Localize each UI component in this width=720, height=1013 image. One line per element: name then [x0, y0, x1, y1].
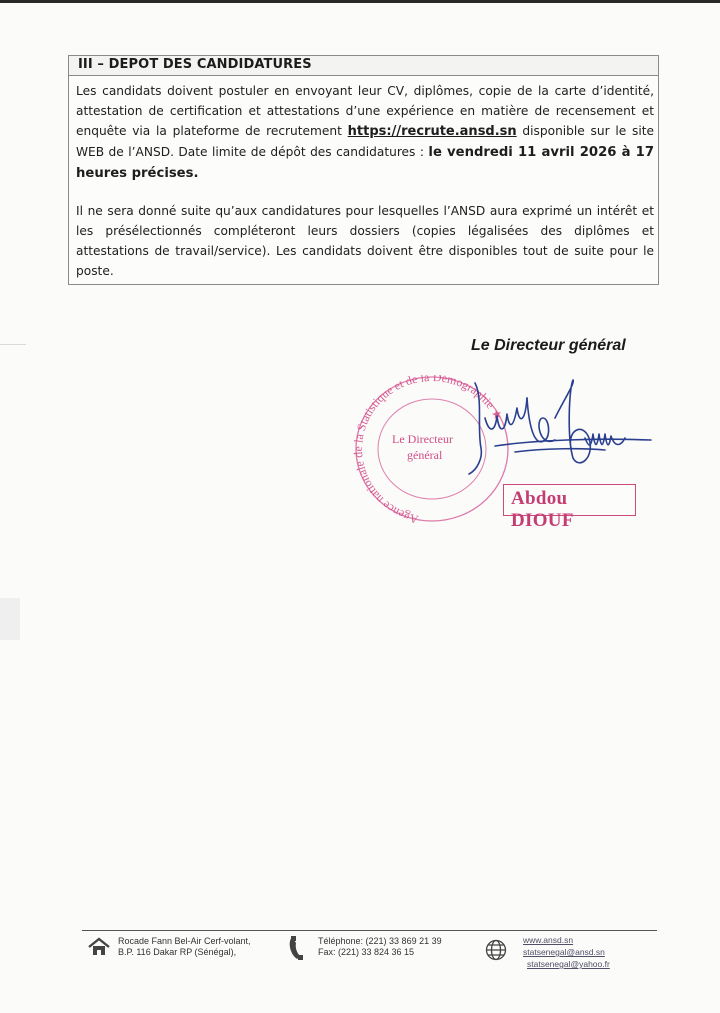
stamp-center-line1: Le Directeur [392, 432, 453, 446]
fax-number: Fax: (221) 33 824 36 15 [318, 947, 415, 957]
address-line1: Rocade Fann Bel-Air Cerf-volant, [118, 936, 251, 946]
director-title: Le Directeur général [471, 337, 626, 354]
recruitment-link[interactable]: https://recrute.ansd.sn [347, 124, 517, 139]
signatory-name-box [503, 484, 636, 531]
handwritten-signature [455, 378, 655, 488]
section-header [69, 56, 658, 76]
deadline-text: le vendredi 11 avril 2026 à 17 heures précises. [76, 145, 654, 181]
followup-paragraph: Il ne sera donné suite qu’aux candidatures pour lesquelles l’ANSD aura exprimé un intérêt et les présélectionnés compléteront leurs dossiers (copies légalisées des diplômes et attestations de travail/service). Les candidats doivent être disponibles tout de suite pour le poste. [76, 204, 654, 278]
home-icon [87, 936, 111, 956]
globe-icon [485, 939, 507, 961]
footer-web-block [523, 934, 610, 970]
page-top-edge [0, 0, 720, 3]
candidature-section [68, 55, 659, 285]
phone-number: Téléphone: (221) 33 869 21 39 [318, 936, 442, 946]
email-link-2[interactable]: statsenegal@yahoo.fr [527, 959, 610, 969]
stamp-ring-text: Agence nationale de la Statistique et de la Démographie ★ [352, 375, 506, 525]
footer-divider [82, 930, 657, 931]
section-heading: III – DEPOT DES CANDIDATURES [78, 57, 312, 72]
stamp-center-line2: général [407, 448, 443, 462]
website-link[interactable]: www.ansd.sn [523, 935, 574, 945]
address-line2: B.P. 116 Dakar RP (Sénégal), [118, 947, 237, 957]
footer-address [118, 936, 251, 958]
submission-text-a: Les candidats doivent postuler en envoyant leur CV, diplômes, copie de la carte d’identité, attestation de certification et attestations d’une expérience en matière de recensement et enquête via la plateforme de recrutement [76, 84, 654, 138]
submission-text-b: disponible sur le site WEB de l’ANSD. Date limite de dépôt des candidatures : [76, 124, 655, 159]
scan-mark [0, 344, 26, 345]
phone-icon [287, 935, 309, 961]
signatory-name: Abdou DIOUF [511, 488, 574, 531]
submission-paragraph [76, 81, 654, 184]
email-link-1[interactable]: statsenegal@ansd.sn [523, 947, 605, 957]
scan-smudge [0, 598, 20, 640]
footer-phone-block [318, 936, 442, 958]
